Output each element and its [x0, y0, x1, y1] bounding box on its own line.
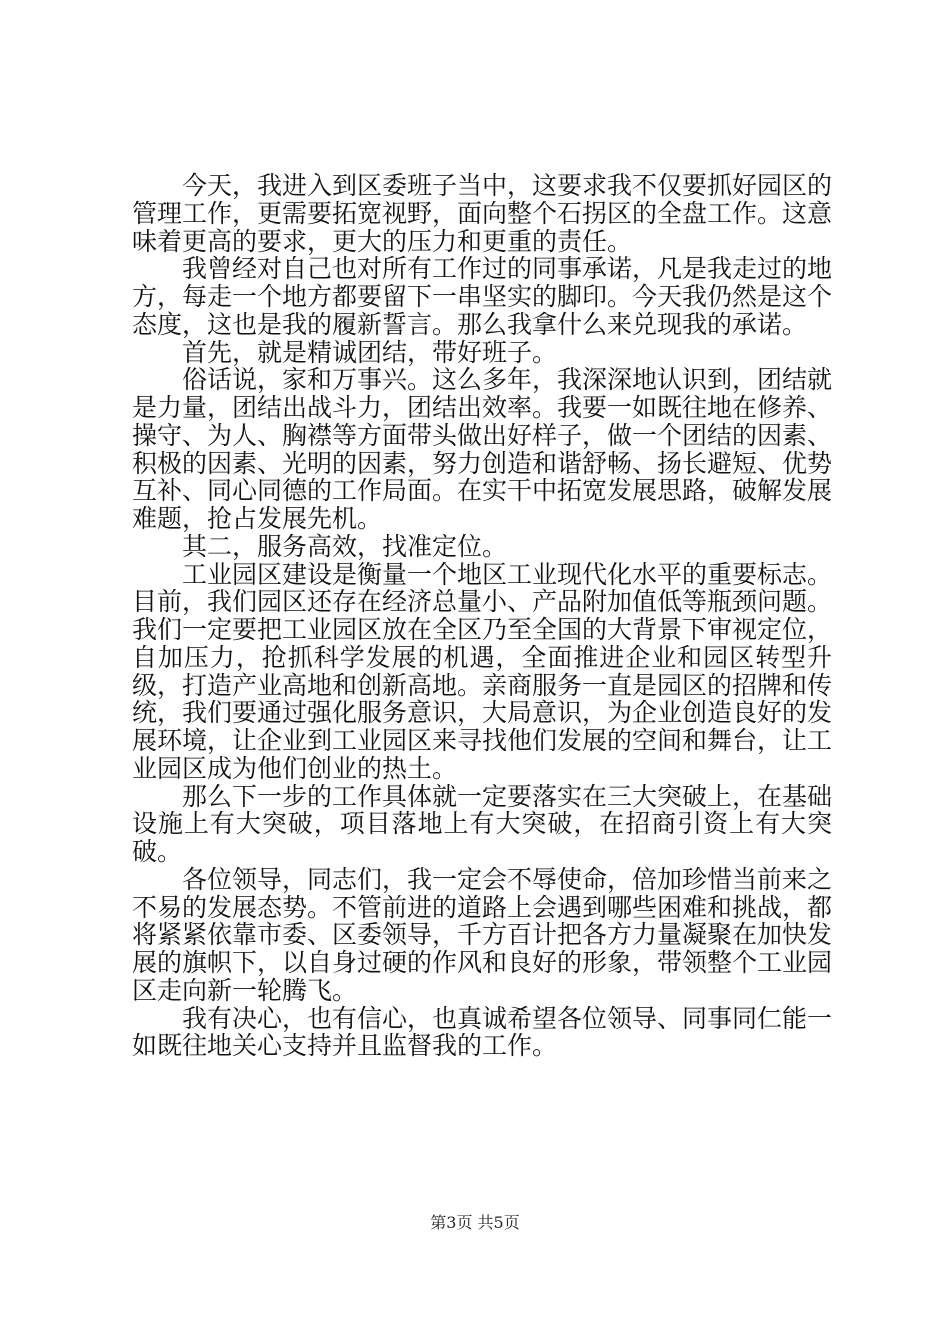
- paragraph: 我有决心，也有信心，也真诚希望各位领导、同事同仁能一如既往地关心支持并且监督我的工作。: [132, 1003, 833, 1061]
- paragraph: 首先，就是精诚团结，带好班子。: [182, 337, 558, 367]
- paragraph: 俗话说，家和万事兴。这么多年，我深深地认识到，团结就是力量，团结出战斗力，团结出效率。我要一如既往地在修养、操守、为人、胸襟等方面带头做出好样子，做一个团结的因素、积极的因素、光明的因素，努力创造和谐舒畅、扬长避短、优势互补、同心同德的工作局面。在实干中拓宽发展思路，破解发展难题，抢占发展先机。: [132, 365, 833, 533]
- paragraph: 今天，我进入到区委班子当中，这要求我不仅要抓好园区的管理工作，更需要拓宽视野，面向整个石拐区的全盘工作。这意味着更高的要求，更大的压力和更重的责任。: [132, 171, 833, 256]
- page-number-label: 第3页 共5页: [430, 1213, 520, 1232]
- document-body: [132, 172, 832, 1060]
- page-footer: [0, 1213, 950, 1233]
- paragraph: 工业园区建设是衡量一个地区工业现代化水平的重要标志。目前，我们园区还存在经济总量小、产品附加值低等瓶颈问题。我们一定要把工业园区放在全区乃至全国的大背景下审视定位，自加压力，抢抓科学发展的机遇，全面推进企业和园区转型升级，打造产业高地和创新高地。亲商服务一直是园区的招牌和传统，我们要通过强化服务意识，大局意识，为企业创造良好的发展环境，让企业到工业园区来寻找他们发展的空间和舞台，让工业园区成为他们创业的热土。: [132, 559, 833, 783]
- paragraph: 其二，服务高效，找准定位。: [182, 531, 508, 561]
- paragraph: 那么下一步的工作具体就一定要落实在三大突破上，在基础设施上有大突破，项目落地上有大突破，在招商引资上有大突破。: [132, 781, 833, 866]
- paragraph: 我曾经对自己也对所有工作过的同事承诺，凡是我走过的地方，每走一个地方都要留下一串坚实的脚印。今天我仍然是这个态度，这也是我的履新誓言。那么我拿什么来兑现我的承诺。: [132, 254, 833, 339]
- paragraph: 各位领导，同志们，我一定会不辱使命，倍加珍惜当前来之不易的发展态势。不管前进的道路上会遇到哪些困难和挑战，都将紧紧依靠市委、区委领导，千方百计把各方力量凝聚在加快发展的旗帜下，以自身过硬的作风和良好的形象，带领整个工业园区走向新一轮腾飞。: [132, 864, 833, 1005]
